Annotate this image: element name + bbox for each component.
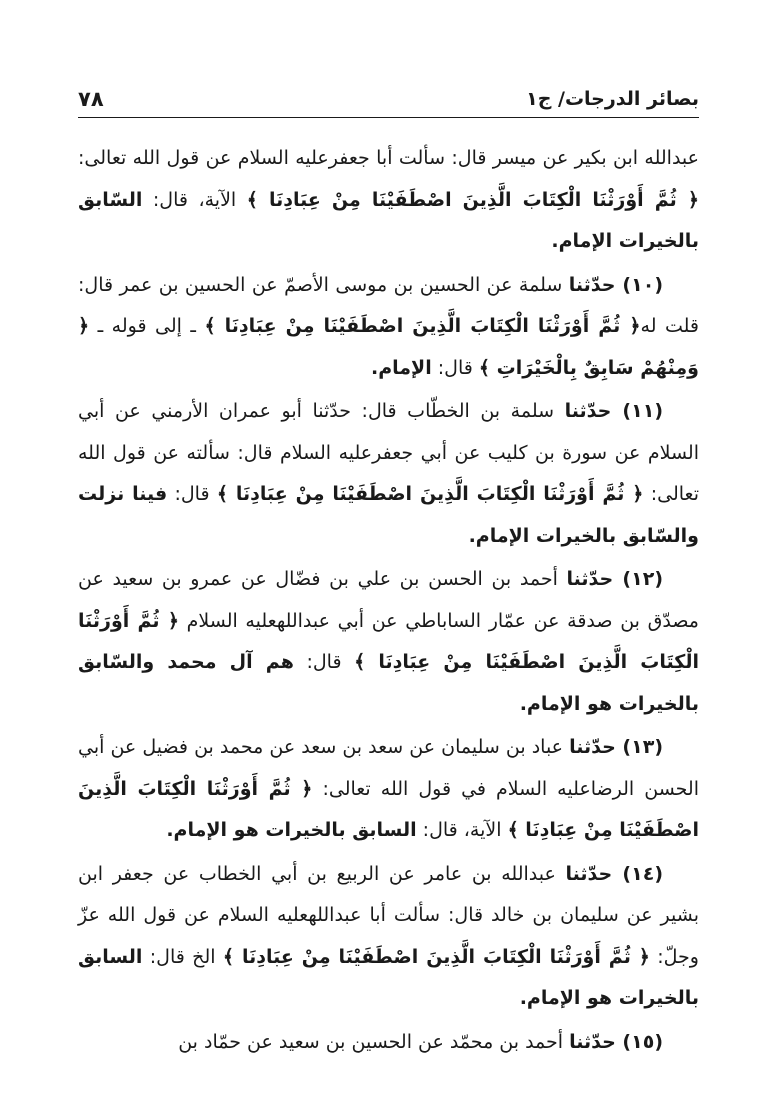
running-title: بصائر الدرجات/ ج١ <box>526 88 699 110</box>
hadith-number: (١٢) حدّثنا <box>566 568 663 590</box>
hadith-number: (١٥) حدّثنا <box>569 1030 663 1053</box>
body-text <box>78 138 699 1065</box>
hadith-paragraph <box>78 1022 699 1064</box>
honorific-text: عليه السلام <box>186 609 277 632</box>
quran-verse: ﴿ وَمِنْهُمْ سَابِقٌ بِالْخَيْرَاتِ ﴾ <box>78 315 699 379</box>
narration-text: عبدالله بن عامر عن الربيع بن أبي الخطاب عن جعفر ابن بشير عن سليمان بن خالد قال: سألت أبا عبدالله <box>78 862 699 926</box>
hadith-number: (١٣) حدّثنا <box>569 736 664 758</box>
honorific-text: عليه السلام <box>237 147 329 169</box>
narration-text: الآية، قال: <box>142 188 247 211</box>
answer-text: السابق بالخيرات هو الإمام. <box>166 819 417 841</box>
narration-text: الآية، قال: <box>416 819 508 841</box>
page-header <box>78 78 699 112</box>
narration-text: سلمة بن الخطّاب قال: حدّثنا أبو عمران الأرمني عن أبي السلام عن سورة بن كليب عن أبي جعفر <box>78 400 699 464</box>
honorific-text: عليه السلام <box>279 441 373 464</box>
page-number: ٧٨ <box>78 87 104 111</box>
narration-text: قال: سألته عن قول الله تعالى: <box>78 441 699 505</box>
answer-text: هم آل محمد والسّابق بالخيرات هو الإمام. <box>78 651 699 715</box>
hadith-number: (١٠) حدّثنا <box>568 273 663 296</box>
hadith-paragraph <box>78 727 699 852</box>
hadith-paragraph <box>78 391 699 557</box>
honorific-text: عليه السلام <box>496 777 591 800</box>
quran-verse: ﴿ ثُمَّ أَوْرَثْنَا الْكِتَابَ الَّذِينَ اصْطَفَيْنَا مِنْ عِبَادِنَا ﴾ <box>222 945 650 968</box>
narration-text: ـ إلى قوله ـ <box>89 315 205 337</box>
narration-text: الخ قال: <box>142 945 223 968</box>
hadith-number: (١١) حدّثنا <box>564 400 663 422</box>
quran-verse: ﴿ ثُمَّ أَوْرَثْنَا الْكِتَابَ الَّذِينَ اصْطَفَيْنَا مِنْ عِبَادِنَا ﴾ <box>204 315 641 337</box>
answer-text: السابق بالخيرات هو الإمام. <box>78 945 699 1009</box>
narration-text: عن قول الله عزّ وجلّ: <box>78 904 699 968</box>
narration-text <box>179 610 187 632</box>
honorific-text: عليه السلام <box>217 904 309 926</box>
narration-text: قال: <box>167 483 217 505</box>
answer-text: السّابق بالخيرات الإمام. <box>78 188 699 252</box>
narration-text: سلمة عن الحسين بن موسى الأصمّ عن الحسين بن عمر قال: قلت له <box>78 273 700 337</box>
hadith-paragraph <box>78 138 699 263</box>
narration-text: أحمد بن الحسن بن علي بن فضّال عن عمرو بن سعيد عن مصدّق بن صدقة عن عمّار الساباطي عن أبي عبدالله <box>78 568 699 632</box>
quran-verse: ﴿ ثُمَّ أَوْرَثْنَا الْكِتَابَ الَّذِينَ اصْطَفَيْنَا مِنْ عِبَادِنَا ﴾ <box>246 188 699 211</box>
quran-verse: ﴿ ثُمَّ أَوْرَثْنَا الْكِتَابَ الَّذِينَ اصْطَفَيْنَا مِنْ عِبَادِنَا ﴾ <box>78 777 699 841</box>
hadith-number: (١٤) حدّثنا <box>565 862 663 885</box>
quran-verse: ﴿ ثُمَّ أَوْرَثْنَا الْكِتَابَ الَّذِينَ اصْطَفَيْنَا مِنْ عِبَادِنَا ﴾ <box>78 609 699 673</box>
narration-text: عباد بن سليمان عن سعد بن سعد عن محمد بن فضيل عن أبي الحسن الرضا <box>78 736 699 800</box>
answer-text: فينا نزلت والسّابق بالخيرات الإمام. <box>78 483 699 547</box>
narration-text: عبدالله ابن بكير عن ميسر قال: سألت أبا جعفر <box>328 147 699 169</box>
header-rule <box>78 117 699 118</box>
narration-text: أحمد بن محمّد عن الحسين بن سعيد عن حمّاد بن <box>178 1030 570 1053</box>
narration-text: قال: <box>293 651 355 673</box>
hadith-paragraph <box>78 854 699 1020</box>
narration-text: في قول الله تعالى: <box>312 777 497 800</box>
hadith-paragraph <box>78 265 699 390</box>
narration-text: عن قول الله تعالى: <box>78 147 238 169</box>
narration-text: قال: <box>431 356 479 379</box>
answer-text: الإمام. <box>371 356 432 379</box>
quran-verse: ﴿ ثُمَّ أَوْرَثْنَا الْكِتَابَ الَّذِينَ اصْطَفَيْنَا مِنْ عِبَادِنَا ﴾ <box>216 483 644 505</box>
hadith-paragraph <box>78 559 699 725</box>
